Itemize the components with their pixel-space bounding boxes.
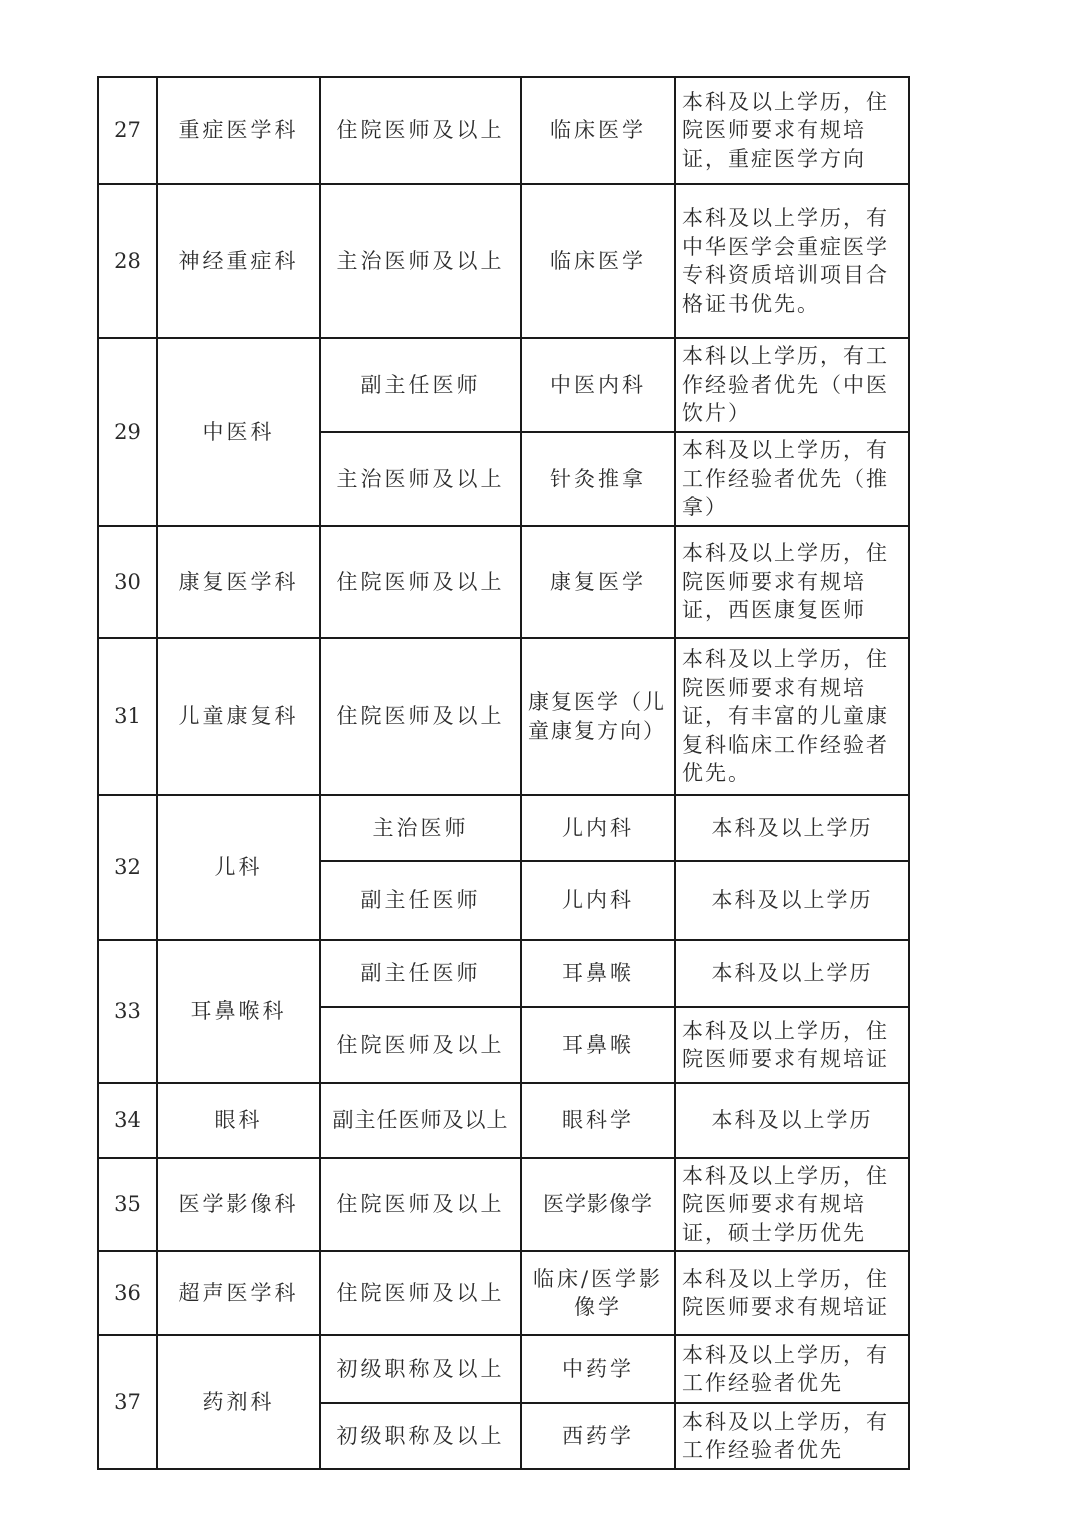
department: 神经重症科 <box>157 184 320 338</box>
major: 眼科学 <box>521 1083 675 1158</box>
table-row <box>98 638 909 795</box>
major: 临床医学 <box>521 184 675 338</box>
position-title: 住院医师及以上 <box>320 1007 521 1083</box>
requirements: 本科及以上学历 <box>675 861 909 940</box>
requirements: 本科及以上学历，住院医师要求有规培证，西医康复医师 <box>675 526 909 638</box>
position-title: 主治医师 <box>320 795 521 861</box>
major: 儿内科 <box>521 861 675 940</box>
position-title: 住院医师及以上 <box>320 1251 521 1335</box>
requirements: 本科及以上学历，住院医师要求有规培证 <box>675 1251 909 1335</box>
row-number: 35 <box>98 1158 157 1251</box>
table-row <box>98 77 909 184</box>
table-row <box>98 1251 909 1335</box>
row-number: 29 <box>98 338 157 526</box>
major: 临床医学 <box>521 77 675 184</box>
position-title: 住院医师及以上 <box>320 1158 521 1251</box>
position-title: 副主任医师 <box>320 861 521 940</box>
position-title: 初级职称及以上 <box>320 1335 521 1403</box>
requirements: 本科及以上学历，住院医师要求有规培证，有丰富的儿童康复科临床工作经验者优先。 <box>675 638 909 795</box>
department: 儿童康复科 <box>157 638 320 795</box>
major: 临床/医学影像学 <box>521 1251 675 1335</box>
major: 康复医学 <box>521 526 675 638</box>
department: 耳鼻喉科 <box>157 940 320 1083</box>
requirements: 本科及以上学历 <box>675 795 909 861</box>
department: 超声医学科 <box>157 1251 320 1335</box>
department: 康复医学科 <box>157 526 320 638</box>
position-title: 初级职称及以上 <box>320 1403 521 1469</box>
major: 针灸推拿 <box>521 432 675 526</box>
major: 中医内科 <box>521 338 675 432</box>
major: 耳鼻喉 <box>521 1007 675 1083</box>
department: 眼科 <box>157 1083 320 1158</box>
requirements: 本科以上学历，有工作经验者优先（中医饮片） <box>675 338 909 432</box>
row-number: 32 <box>98 795 157 940</box>
recruitment-table <box>97 76 910 1470</box>
table-row <box>98 1335 909 1403</box>
requirements: 本科及以上学历，住院医师要求有规培证，重症医学方向 <box>675 77 909 184</box>
major: 康复医学（儿童康复方向） <box>521 638 675 795</box>
row-number: 27 <box>98 77 157 184</box>
table-row <box>98 940 909 1007</box>
row-number: 31 <box>98 638 157 795</box>
department: 中医科 <box>157 338 320 526</box>
table-row <box>98 795 909 861</box>
major: 医学影像学 <box>521 1158 675 1251</box>
row-number: 37 <box>98 1335 157 1469</box>
row-number: 33 <box>98 940 157 1083</box>
table-row <box>98 184 909 338</box>
position-title: 住院医师及以上 <box>320 77 521 184</box>
requirements: 本科及以上学历，住院医师要求有规培证，硕士学历优先 <box>675 1158 909 1251</box>
row-number: 34 <box>98 1083 157 1158</box>
row-number: 36 <box>98 1251 157 1335</box>
position-title: 主治医师及以上 <box>320 184 521 338</box>
table-row <box>98 1083 909 1158</box>
requirements: 本科及以上学历，有中华医学会重症医学专科资质培训项目合格证书优先。 <box>675 184 909 338</box>
requirements: 本科及以上学历，住院医师要求有规培证 <box>675 1007 909 1083</box>
major: 儿内科 <box>521 795 675 861</box>
department: 重症医学科 <box>157 77 320 184</box>
department: 药剂科 <box>157 1335 320 1469</box>
position-title: 主治医师及以上 <box>320 432 521 526</box>
position-title: 住院医师及以上 <box>320 638 521 795</box>
table-row <box>98 526 909 638</box>
major: 耳鼻喉 <box>521 940 675 1007</box>
requirements: 本科及以上学历，有工作经验者优先（推拿） <box>675 432 909 526</box>
table-row <box>98 338 909 432</box>
position-title: 副主任医师 <box>320 338 521 432</box>
requirements: 本科及以上学历 <box>675 940 909 1007</box>
position-title: 住院医师及以上 <box>320 526 521 638</box>
row-number: 28 <box>98 184 157 338</box>
major: 中药学 <box>521 1335 675 1403</box>
position-title: 副主任医师 <box>320 940 521 1007</box>
row-number: 30 <box>98 526 157 638</box>
requirements: 本科及以上学历，有工作经验者优先 <box>675 1403 909 1469</box>
table-row <box>98 1158 909 1251</box>
department: 儿科 <box>157 795 320 940</box>
requirements: 本科及以上学历，有工作经验者优先 <box>675 1335 909 1403</box>
major: 西药学 <box>521 1403 675 1469</box>
requirements: 本科及以上学历 <box>675 1083 909 1158</box>
department: 医学影像科 <box>157 1158 320 1251</box>
position-title: 副主任医师及以上 <box>320 1083 521 1158</box>
